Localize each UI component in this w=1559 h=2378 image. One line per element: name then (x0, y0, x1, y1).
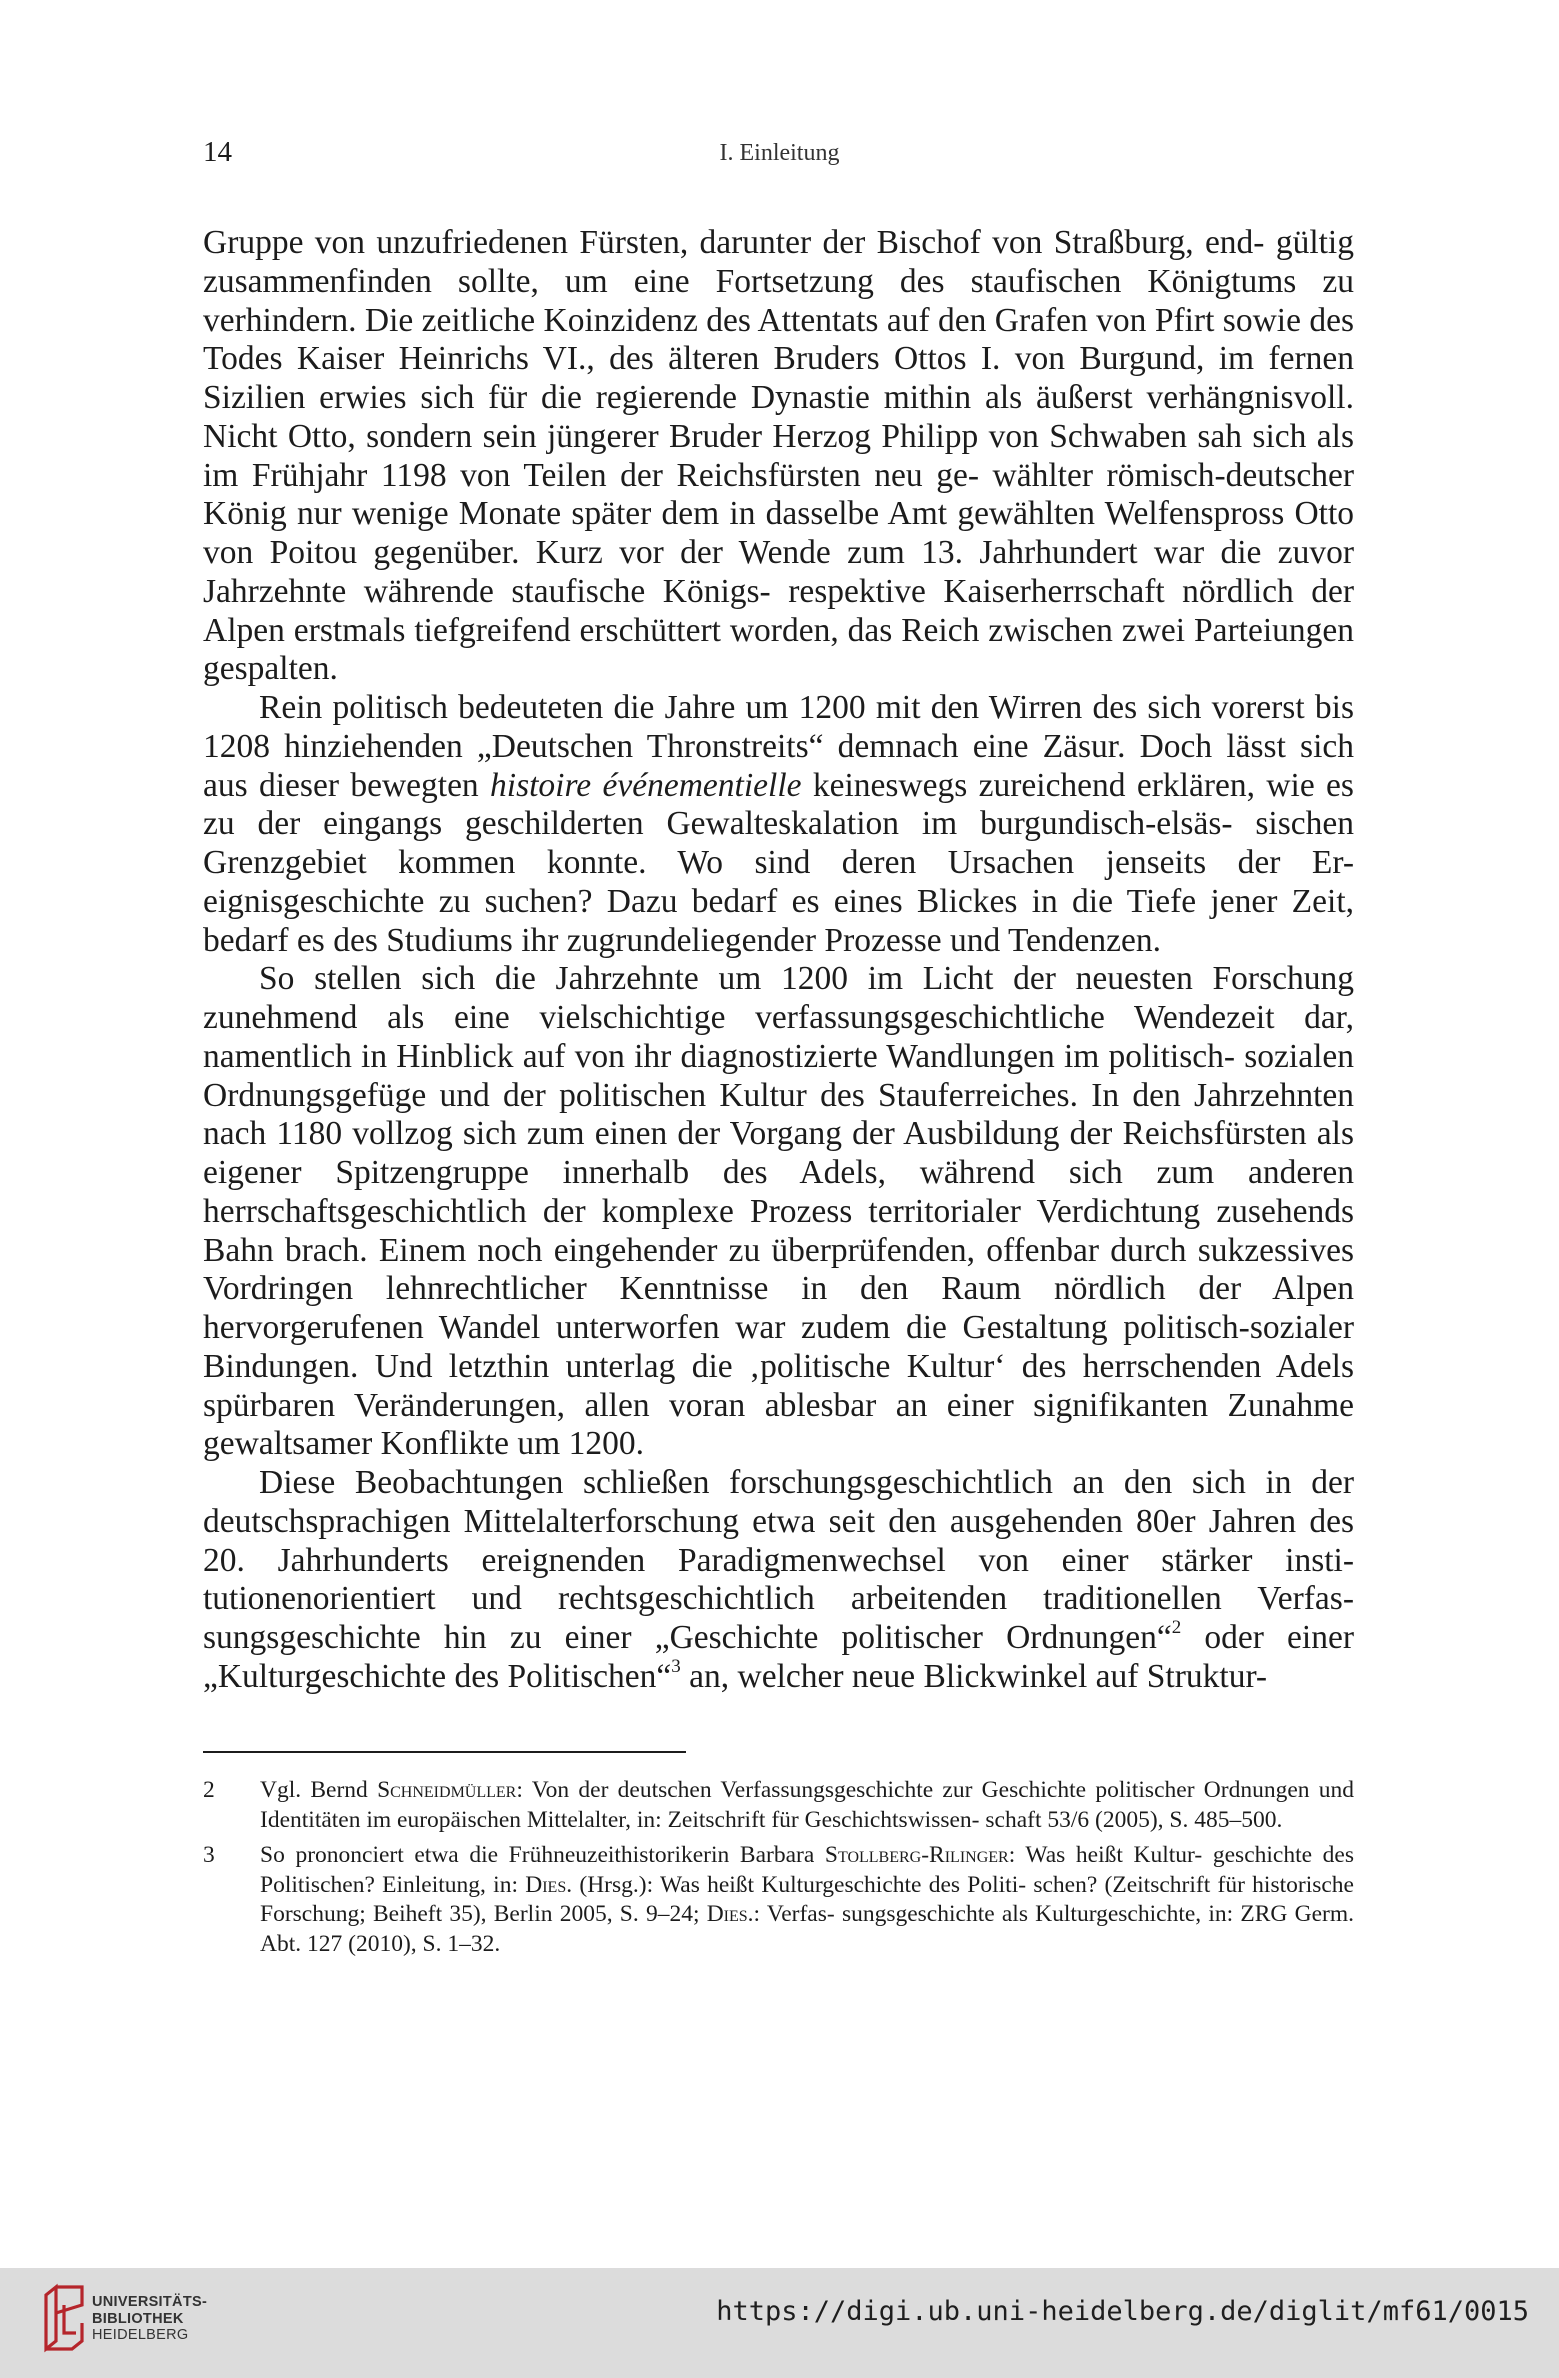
text-line: durch sukzessives Vordringen lehnrechtlicher Kenntnisse in den Raum nördlich (203, 1231, 1355, 1308)
text-line: worden, das Reich zwischen zwei Parteiungen gespalten. (203, 611, 1355, 688)
text-line: sowie des Todes Kaiser Heinrichs VI., des älteren Bruders Ottos I. von Burgund, (203, 301, 1355, 378)
text-line: sich aus dieser bewegten (203, 727, 1354, 804)
text-line: Diese Beobachtungen schließen forschungsgeschichtlich an den sich in der (259, 1464, 1354, 1501)
text-line: politisch-sozialer Bindungen. Und letzthin unterlag die ‚politische Kultur‘ des (203, 1309, 1354, 1385)
text-line: tutionenorientiert und rechtsgeschichtlich arbeitenden traditionellen Verfas- (203, 1580, 1354, 1618)
text-line: oder einer (1181, 1619, 1354, 1656)
text-line: So stellen sich die Jahrzehnte um 1200 im Licht der neuesten Forschung (259, 960, 1354, 998)
text-line: wie es zu der eingangs geschilderten Gewalteskalation im burgundisch-elsäs- (203, 766, 1354, 843)
footnote-text: geschichte des Politischen? Einleitung, in: (260, 1842, 1354, 1898)
footnote-text: schen? (Zeitschrift für historische Forschung; Beiheft 35), Berlin 2005, S. 9–24; (260, 1871, 1354, 1927)
text-line: bedarf es des Studiums ihr zugrundeliegender Prozesse und Tendenzen. (203, 921, 1162, 959)
text-line: sischen Grenzgebiet kommen konnte. Wo sind deren Ursachen jenseits der Er- (203, 805, 1355, 881)
library-name-line: UNIVERSITÄTS- (92, 2294, 208, 2310)
footnote-3 (203, 1841, 1354, 1959)
text-line: verhängnisvoll. Nicht Otto, sondern sein jüngerer Bruder Herzog Philipp von (203, 379, 1354, 455)
text-line: der Alpen hervorgerufenen Wandel unterworfen war zudem die Gestaltung (203, 1270, 1354, 1346)
text-line: wählter römisch-deutscher König nur wenige Monate später dem in dasselbe (203, 456, 1354, 533)
paragraph-3 (203, 960, 1354, 1464)
footnote-author: Schneidmüller (377, 1777, 517, 1803)
footnote-text: schaft 53/6 (2005), S. 485–500. (985, 1806, 1283, 1833)
text-line: „Kulturgeschichte des Politischen“ (203, 1657, 672, 1695)
text-line: herrschenden Adels spürbaren Veränderungen, allen voran ablesbar an einer (203, 1347, 1354, 1424)
footnote-number: 2 (203, 1777, 215, 1803)
text-line: Schwaben sah sich als im Frühjahr 1198 von Teilen der Reichsfürsten neu ge- (203, 417, 1355, 494)
italic-term: histoire événementielle (490, 766, 802, 804)
library-name-line: BIBLIOTHEK (92, 2310, 184, 2327)
library-name (92, 2294, 207, 2344)
text-line: im fernen Sizilien erwies sich für die regierende Dynastie mithin als äußerst (203, 340, 1355, 416)
digitization-url[interactable]: https://digi.ub.uni-heidelberg.de/diglit/mf61/0015 (716, 2296, 1529, 2327)
running-head: I. Einleitung (719, 140, 840, 166)
paragraph-4 (203, 1464, 1354, 1697)
footnote-text: : Was heißt Kultur- (1008, 1842, 1203, 1868)
text-line: signifikanten Zunahme gewaltsamer Konflikte um 1200. (203, 1386, 1355, 1463)
text-line: zum 13. Jahrhundert war die zuvor Jahrzehnte währende staufische Königs- (203, 534, 1354, 610)
text-line: namentlich in Hinblick auf von ihr diagnostizierte Wandlungen im politisch- (203, 1037, 1236, 1075)
text-line: Reichsfürsten als eigener Spitzengruppe innerhalb des Adels, während sich zum (203, 1115, 1354, 1191)
footnote-2 (203, 1776, 1354, 1835)
library-name-line: HEIDELBERG (92, 2327, 189, 2343)
footnote-text: . (Hrsg.): Was heißt Kulturgeschichte des Politi- (566, 1871, 1027, 1898)
text-line: Gruppe von unzufriedenen Fürsten, darunter der Bischof von Straßburg, end- (203, 224, 1265, 261)
footnote-text: Ordnungen und Identitäten im europäischen Mittelalter, in: Zeitschrift für Geschichtswissen- (260, 1777, 1355, 1833)
text-line: des 20. Jahrhunderts ereignenden Paradigmenwechsel von einer stärker insti- (203, 1502, 1354, 1579)
footnote-text: sungsgeschichte als Kulturgeschichte, in: ZRG Germ. Abt. 127 (2010), S. 1–32. (260, 1901, 1354, 1957)
text-line: gültig zusammenfinden sollte, um eine Fortsetzung des staufischen Königtums (203, 224, 1354, 300)
footnote-text: : Von der deutschen Verfassungsgeschichte zur Geschichte politischer (516, 1777, 1195, 1803)
main-text (203, 224, 1354, 1697)
text-line: bis 1208 hinziehenden „Deutschen Thronstreits“ demnach eine Zäsur. Doch lässt (203, 689, 1354, 765)
footnote-author: Stollberg-Rilinger (824, 1842, 1009, 1868)
text-line: zusehends Bahn brach. Einem noch eingehender zu überprüfenden, offenbar (203, 1192, 1354, 1269)
text-line: zunehmend als eine vielschichtige verfassungsgeschichtliche Wendezeit dar, (203, 999, 1354, 1036)
paragraph-1 (203, 224, 1354, 689)
footnote-separator (203, 1751, 686, 1753)
footnote-text: So prononciert etwa die Frühneuzeithistorikerin Barbara (260, 1842, 825, 1868)
footnote-ref-3[interactable]: 3 (671, 1655, 681, 1677)
text-line: Rein politisch bedeuteten die Jahre um 1200 mit den Wirren des sich vorerst (259, 689, 1305, 726)
footnote-number: 3 (203, 1842, 215, 1868)
text-line: deutschsprachigen Mittelalterforschung etwa seit den ausgehenden 80er Jahren (203, 1502, 1297, 1540)
text-line: respektive Kaiserherrschaft nördlich der Alpen erstmals tiefgreifend erschüttert (203, 572, 1355, 649)
footnote-author: Dies (706, 1901, 748, 1927)
page-number: 14 (203, 136, 232, 168)
footnote-ref-2[interactable]: 2 (1171, 1617, 1182, 1638)
footnote-text: .: Verfas- (747, 1901, 835, 1927)
text-line: anderen herrschaftsgeschichtlich der komplexe Prozess territorialer Verdichtung (203, 1154, 1354, 1230)
paragraph-2 (203, 689, 1354, 960)
footnote-author: Dies (525, 1871, 567, 1898)
text-line: sozialen Ordnungsgefüge und der politischen Kultur des Stauferreiches. In den (203, 1037, 1354, 1114)
text-line: zu verhindern. Die zeitliche Koinzidenz des Attentats auf den Grafen von Pfirt (203, 262, 1354, 339)
text-line: an, welcher neue Blickwinkel auf Struktur- (680, 1657, 1268, 1695)
footnote-text: Vgl. Bernd (260, 1777, 378, 1803)
footnotes (203, 1776, 1354, 1965)
text-line: sungsgeschichte hin zu einer „Geschichte politischer Ordnungen“ (203, 1619, 1172, 1656)
text-line: eignisgeschichte zu suchen? Dazu bedarf es eines Blickes in die Tiefe jener Zeit, (203, 882, 1354, 920)
text-line: keineswegs zureichend erklären, (801, 766, 1255, 804)
text-line: Amt gewählten Welfenspross Otto von Poitou gegenüber. Kurz vor der Wende (203, 495, 1355, 571)
text-line: Jahrzehnten nach 1180 vollzog sich zum einen der Vorgang der Ausbildung der (203, 1076, 1355, 1153)
